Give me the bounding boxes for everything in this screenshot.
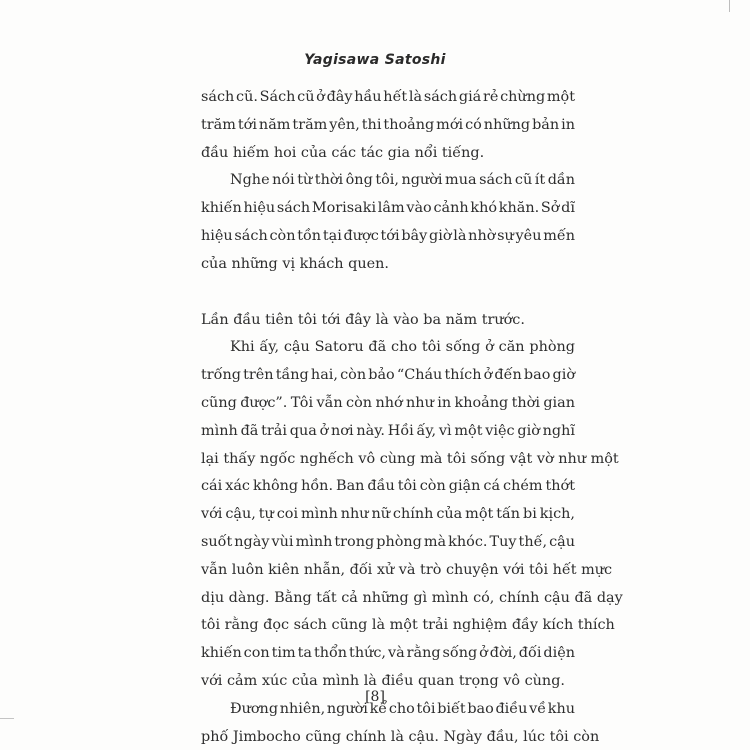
text-line: Lần đầu tiên tôi tới đây là vào ba năm trước. [201,311,525,328]
text-line: Khi ấy, cậu Satoru đã cho tôi sống ở căn phòng [230,339,575,356]
text-line: trống trên tầng hai, còn bảo “Cháu thích ở đến bao giờ [201,367,575,384]
paragraph [201,307,575,335]
text-line: với cậu, tự coi mình như nữ chính của một tấn bi kịch, [201,506,575,523]
body-text [201,84,623,750]
text-line: phố Jimbocho cũng chính là cậu. Ngày đầu, lúc tôi còn [201,728,600,745]
text-line: vẫn luôn kiên nhẫn, đối xử và trò chuyện với tôi hết mực [201,561,613,578]
paragraph [201,84,575,167]
text-line: suốt ngày vùi mình trong phòng mà khóc. Tuy thế, cậu [201,533,575,550]
text-line: khiến hiệu sách Morisaki lâm vào cảnh khó khăn. Sở dĩ [201,200,575,217]
text-line: dịu dàng. Bằng tất cả những gì mình có, chính cậu đã dạy [201,589,623,606]
text-line: tôi rằng đọc sách cũng là một trải nghiệm đầy kích thích [201,617,615,634]
text-line: Nghe nói từ thời ông tôi, người mua sách cũ ít dần [230,172,575,189]
running-header-author: Yagisawa Satoshi [304,52,446,68]
text-line: cái xác không hồn. Ban đầu tôi còn giận cá chém thớt [201,478,575,495]
text-line: hiệu sách còn tồn tại được tới bây giờ là nhờ sự yêu mến [201,227,575,244]
crop-mark [729,0,730,12]
text-line: đầu hiếm hoi của các tác gia nổi tiếng. [201,144,485,161]
text-line: lại thấy ngốc nghếch vô cùng mà tôi sống vật vờ như một [201,450,619,467]
text-line: khiến con tim ta thổn thức, và rằng sống ở đời, đối diện [201,645,575,662]
paragraph [201,334,623,695]
crop-mark [0,718,14,719]
text-line: Đương nhiên, người kể cho tôi biết bao điều về khu [230,700,575,717]
text-line: cũng được”. Tôi vẫn còn nhớ như in khoảng thời gian [201,394,575,411]
text-line: sách cũ. Sách cũ ở đây hầu hết là sách giá rẻ chừng một [201,89,575,105]
text-line: mình đã trải qua ở nơi này. Hồi ấy, vì một việc giờ nghĩ [201,422,575,439]
page-number: [8] [365,689,385,705]
paragraph [201,167,575,278]
text-line: với cảm xúc của mình là điều quan trọng vô cùng. [201,672,565,689]
text-line: của những vị khách quen. [201,255,389,272]
section-break [201,279,575,307]
text-line: trăm tới năm trăm yên, thi thoảng mới có những bản in [201,116,575,133]
